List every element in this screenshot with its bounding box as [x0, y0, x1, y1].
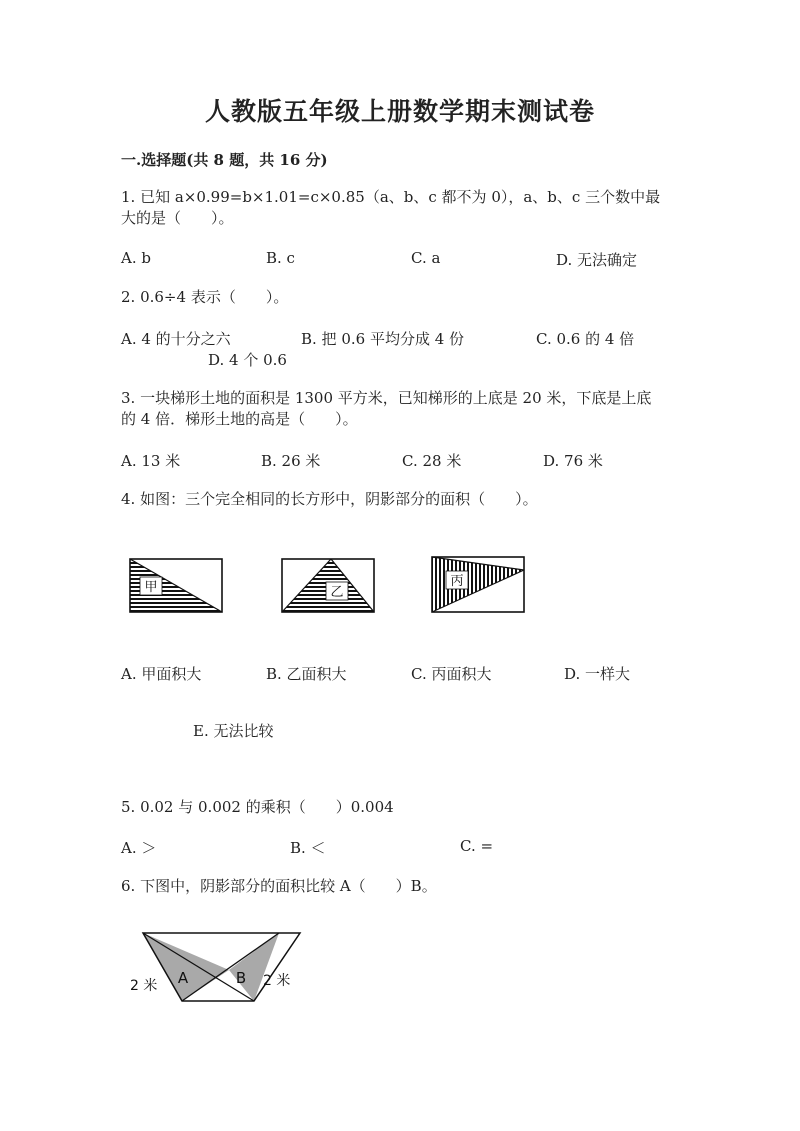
question-5-line1: 5. 0.02 与 0.002 的乘积（ ）0.004 [121, 798, 394, 816]
q2-option-d[interactable]: D. 4 个 0.6 [208, 351, 287, 369]
section-heading: 一.选择题(共 8 题，共 16 分) [121, 151, 328, 169]
q5-option-a[interactable]: A. ＞ [121, 839, 157, 857]
q2-option-b[interactable]: B. 把 0.6 平均分成 4 份 [301, 330, 465, 348]
question-4-line1: 4. 如图：三个完全相同的长方形中，阴影部分的面积（ ）。 [121, 490, 538, 508]
label-bing: 丙 [450, 574, 464, 589]
figure-jia [129, 558, 223, 613]
question-3-line1: 3. 一块梯形土地的面积是 1300 平方米，已知梯形的上底是 20 米，下底是上底 [121, 389, 652, 407]
q3-option-b[interactable]: B. 26 米 [261, 452, 321, 470]
question-3-line2: 的 4 倍．梯形土地的高是（ ）。 [121, 410, 358, 428]
q4-option-a[interactable]: A. 甲面积大 [121, 665, 202, 683]
question-1-line1: 1. 已知 a×0.99=b×1.01=c×0.85（a、b、c 都不为 0），a、b、c 三个数中最 [121, 188, 661, 206]
label-2m-right: 2 米 [263, 973, 291, 989]
q2-option-c[interactable]: C. 0.6 的 4 倍 [536, 330, 635, 348]
q4-option-c[interactable]: C. 丙面积大 [411, 665, 492, 683]
page-title: 人教版五年级上册数学期末测试卷 [204, 97, 595, 126]
figure-bing [431, 556, 525, 613]
q1-option-b[interactable]: B. c [266, 249, 295, 267]
q3-option-d[interactable]: D. 76 米 [543, 452, 603, 470]
question-6-line1: 6. 下图中，阴影部分的面积比较 A（ ）B。 [121, 877, 437, 895]
question-1-line2: 大的是（ ）。 [121, 209, 234, 227]
q1-option-d[interactable]: D. 无法确定 [556, 251, 638, 269]
figure-yi [281, 558, 375, 613]
label-jia: 甲 [144, 580, 158, 595]
q3-option-a[interactable]: A. 13 米 [121, 452, 181, 470]
label-b: B [235, 969, 247, 987]
q5-option-c[interactable]: C. = [460, 837, 494, 855]
q4-option-e[interactable]: E. 无法比较 [193, 722, 274, 740]
q1-option-c[interactable]: C. a [411, 249, 441, 267]
label-2m-left: 2 米 [130, 978, 158, 994]
question-2-line1: 2. 0.6÷4 表示（ ）。 [121, 288, 289, 306]
q4-option-d[interactable]: D. 一样大 [564, 665, 631, 683]
label-yi: 乙 [330, 585, 344, 600]
trapezoid-figure [123, 927, 305, 1009]
label-a: A [177, 969, 189, 987]
q4-option-b[interactable]: B. 乙面积大 [266, 665, 347, 683]
q2-option-a[interactable]: A. 4 的十分之六 [121, 330, 231, 348]
q3-option-c[interactable]: C. 28 米 [402, 452, 462, 470]
q5-option-b[interactable]: B. ＜ [290, 839, 326, 857]
q1-option-a[interactable]: A. b [121, 249, 151, 267]
